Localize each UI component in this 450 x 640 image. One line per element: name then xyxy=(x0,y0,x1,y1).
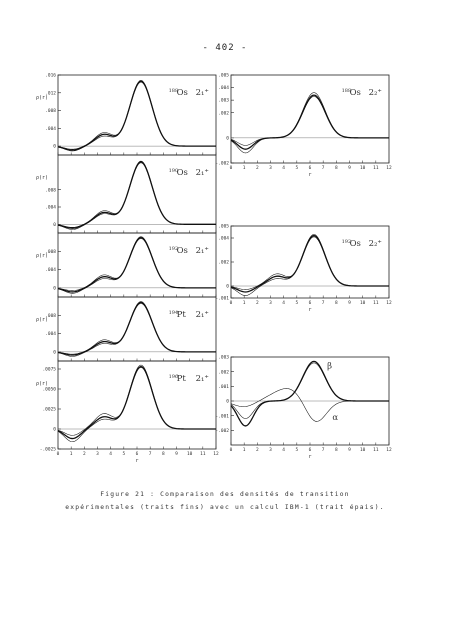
panel-label-symbol: Os xyxy=(349,88,361,98)
x-tick-label: 9 xyxy=(348,448,351,453)
curve-exp-a xyxy=(58,302,216,357)
y-tick-label: .004 xyxy=(45,332,56,338)
panel-label-mass: 194 xyxy=(168,310,179,316)
x-tick-label: 0 xyxy=(229,448,233,453)
panel-label-mass: 192 xyxy=(341,239,352,245)
y-tick-label: 0 xyxy=(53,350,56,356)
curve-calc xyxy=(231,95,389,149)
y-tick-label: .004 xyxy=(45,268,56,274)
x-tick-label: 4 xyxy=(282,301,286,306)
panel-label-state: 2₁⁺ xyxy=(195,88,209,98)
panel-label-symbol: Os xyxy=(176,88,188,98)
y-tick-label: .008 xyxy=(45,109,56,115)
curve-exp-a xyxy=(58,80,216,151)
panel-label-state: 2₁⁺ xyxy=(195,168,209,178)
y-axis-label: ρ(r) xyxy=(36,95,49,101)
x-tick-label: 9 xyxy=(348,301,351,306)
y-tick-label: -.002 xyxy=(215,161,229,167)
x-tick-label: 6 xyxy=(135,452,139,457)
curve-calc xyxy=(58,238,216,292)
x-tick-label: 6 xyxy=(308,448,312,453)
x-tick-label: 5 xyxy=(295,166,299,171)
panel-label-state: 2₁⁺ xyxy=(195,310,209,320)
x-tick-label: 7 xyxy=(148,452,152,457)
curve-label-beta: β xyxy=(327,361,333,372)
curve-exp-a xyxy=(58,161,216,229)
page-number: - 402 - xyxy=(202,43,248,53)
x-tick-label: 12 xyxy=(386,166,392,171)
x-tick-label: 4 xyxy=(282,448,286,453)
x-tick-label: 3 xyxy=(269,448,272,453)
caption-line-1: Figure 21 : Comparaison des densités de transition xyxy=(100,491,350,498)
x-tick-label: 3 xyxy=(96,452,99,457)
x-tick-label: 7 xyxy=(321,166,325,171)
x-tick-label: 0 xyxy=(56,452,60,457)
y-tick-label: .0025 xyxy=(42,407,56,413)
x-tick-label: 11 xyxy=(373,166,379,171)
y-tick-label: .004 xyxy=(218,86,229,92)
panel-label-state: 2₁⁺ xyxy=(195,246,209,256)
y-tick-label: .005 xyxy=(218,224,229,230)
y-axis-label: ρ(r) xyxy=(36,253,49,259)
panel-label-mass: 192 xyxy=(168,246,179,252)
y-tick-label: .012 xyxy=(45,91,56,97)
y-tick-label: .003 xyxy=(218,355,229,361)
x-tick-label: 7 xyxy=(321,301,325,306)
x-tick-label: 12 xyxy=(386,448,392,453)
curve-calc xyxy=(58,302,216,355)
y-tick-label: .002 xyxy=(218,260,229,266)
panel-frame-os188-r xyxy=(231,75,389,163)
x-tick-label: 12 xyxy=(386,301,392,306)
x-tick-label: 6 xyxy=(308,166,312,171)
y-tick-label: -.002 xyxy=(215,428,229,434)
curve-α xyxy=(231,389,389,422)
x-tick-label: 10 xyxy=(359,301,366,306)
panel-label-symbol: Os xyxy=(176,246,188,256)
curve-calc xyxy=(231,236,389,292)
y-axis-label: ρ(r) xyxy=(36,381,49,387)
y-axis-label: ρ(r) xyxy=(36,317,49,323)
x-tick-label: 9 xyxy=(175,452,178,457)
y-tick-label: .0075 xyxy=(42,367,56,373)
x-tick-label: 5 xyxy=(122,452,126,457)
x-tick-label: 0 xyxy=(229,301,233,306)
y-tick-label: .003 xyxy=(218,98,229,104)
curve-exp-b xyxy=(231,237,389,290)
y-tick-label: .016 xyxy=(45,73,56,79)
curve-exp-b xyxy=(58,238,216,290)
panel-label-state: 2₂⁺ xyxy=(368,239,382,249)
curve-exp-a xyxy=(58,237,216,294)
x-tick-label: 10 xyxy=(186,452,193,457)
x-tick-label: 2 xyxy=(82,452,86,457)
x-axis-label: r xyxy=(308,454,312,460)
curve-β-thin xyxy=(231,363,389,419)
x-axis-label: r xyxy=(135,458,139,464)
x-axis-label: r xyxy=(308,172,312,178)
x-tick-label: 4 xyxy=(109,452,113,457)
x-tick-label: 5 xyxy=(295,301,299,306)
curve-exp-b xyxy=(58,303,216,354)
x-tick-label: 8 xyxy=(161,452,165,457)
curve-calc xyxy=(58,367,216,439)
x-tick-label: 1 xyxy=(242,448,246,453)
x-tick-label: 1 xyxy=(242,166,246,171)
y-tick-label: -.001 xyxy=(215,296,229,302)
y-tick-label: .002 xyxy=(218,111,229,117)
x-tick-label: 2 xyxy=(255,448,259,453)
panel-label-mass: 188 xyxy=(168,88,179,94)
caption-line-2: expérimentales (traits fins) avec un calcul IBM-1 (trait épais). xyxy=(65,504,385,511)
y-tick-label: .004 xyxy=(45,205,56,211)
panel-frame-os188-l xyxy=(58,75,216,155)
panel-label-state: 2₂⁺ xyxy=(368,88,382,98)
y-tick-label: .008 xyxy=(45,313,56,319)
panel-label-mass: 196 xyxy=(168,374,179,380)
panel-label-mass: 188 xyxy=(341,88,352,94)
x-tick-label: 11 xyxy=(373,448,379,453)
y-tick-label: 0 xyxy=(226,284,229,290)
x-tick-label: 8 xyxy=(334,301,338,306)
x-tick-label: 10 xyxy=(359,166,366,171)
x-tick-label: 2 xyxy=(255,301,259,306)
x-tick-label: 3 xyxy=(269,166,272,171)
y-tick-label: 0 xyxy=(53,286,56,292)
x-tick-label: 5 xyxy=(295,448,299,453)
panel-label-symbol: Os xyxy=(349,239,361,249)
x-axis-label: r xyxy=(308,307,312,313)
curve-exp-b xyxy=(58,163,216,228)
panel-label-state: 2₁⁺ xyxy=(195,374,209,384)
curve-calc xyxy=(58,81,216,150)
y-tick-label: 0 xyxy=(226,136,229,142)
x-tick-label: 1 xyxy=(242,301,246,306)
x-tick-label: 2 xyxy=(255,166,259,171)
y-tick-label: -.0025 xyxy=(39,447,56,453)
y-tick-label: 0 xyxy=(226,399,229,405)
x-tick-label: 11 xyxy=(373,301,379,306)
x-tick-label: 6 xyxy=(308,301,312,306)
y-tick-label: 0 xyxy=(53,144,56,150)
panel-label-symbol: Pt xyxy=(176,374,186,384)
y-tick-label: .008 xyxy=(45,249,56,255)
y-tick-label: .002 xyxy=(218,370,229,376)
x-tick-label: 3 xyxy=(269,301,272,306)
x-tick-label: 10 xyxy=(359,448,366,453)
x-tick-label: 4 xyxy=(282,166,286,171)
y-tick-label: .004 xyxy=(218,236,229,242)
curve-exp-b xyxy=(58,367,216,435)
y-tick-label: .005 xyxy=(218,73,229,79)
y-axis-label: ρ(r) xyxy=(36,175,49,181)
y-tick-label: 0 xyxy=(53,222,56,228)
panel-label-symbol: Os xyxy=(176,168,188,178)
y-tick-label: -.001 xyxy=(215,414,229,420)
x-tick-label: 7 xyxy=(321,448,325,453)
curve-calc xyxy=(58,162,216,228)
y-tick-label: .008 xyxy=(45,188,56,194)
x-tick-label: 12 xyxy=(213,452,219,457)
y-tick-label: .0050 xyxy=(42,387,56,393)
panel-label-mass: 190 xyxy=(168,168,179,174)
y-tick-label: 0 xyxy=(53,427,56,433)
x-tick-label: 8 xyxy=(334,448,338,453)
curve-label-alpha: α xyxy=(332,413,339,424)
x-tick-label: 0 xyxy=(229,166,233,171)
panel-label-symbol: Pt xyxy=(176,310,186,320)
y-tick-label: .001 xyxy=(218,384,229,390)
x-tick-label: 11 xyxy=(200,452,206,457)
x-tick-label: 8 xyxy=(334,166,338,171)
curve-exp-b xyxy=(58,82,216,149)
x-tick-label: 1 xyxy=(69,452,73,457)
y-tick-label: .004 xyxy=(45,126,56,132)
x-tick-label: 9 xyxy=(348,166,351,171)
curve-exp-a xyxy=(58,365,216,442)
panel-frame-pt196-l xyxy=(58,361,216,449)
